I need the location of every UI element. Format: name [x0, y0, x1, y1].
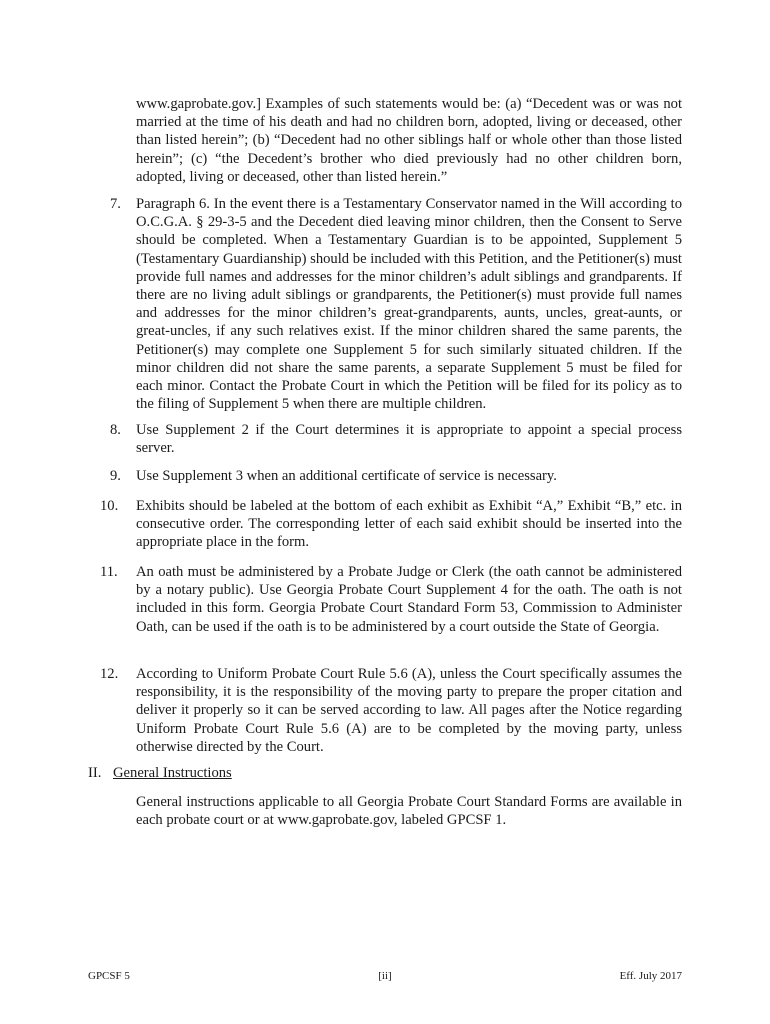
item-text: Paragraph 6. In the event there is a Testamentary Conservator named in the Will according to O.C.G.A. § 29-3-5 and the Decedent died leaving minor children, then the Consent to Serve should be completed. When a Testamentary Guardian is to be appointed, Supplement 5 (Testamentary Guardianship) should be included with this Petition, and the Petitioner(s) must provide full names and addresses for the minor children’s adult siblings and grandparents. If there are no living adult siblings or grandparents, the Petitioner(s) must provide full names and addresses for the minor children’s great-grandparents, aunts, uncles, great-aunts, or great-uncles, if any such relatives exist. If the minor children shared the same parents, the Petitioner(s) may complete one Supplement 5 for such similarly situated children. If the minor children did not share the same parents, a separate Supplement 5 must be filed for each minor. Contact the Probate Court in which the Petition will be filed for its policy as to the filing of Supplement 5 when there are multiple children.	[136, 196, 682, 413]
item-number: 10.	[100, 498, 119, 514]
section-title: General Instructions	[113, 765, 232, 781]
section-roman-numeral: II.	[88, 765, 102, 781]
instruction-item-8	[100, 421, 682, 457]
instruction-item-7	[100, 195, 682, 413]
footer-form-id: GPCSF 5	[88, 970, 130, 982]
instruction-item-9	[100, 467, 682, 485]
instruction-item-11	[100, 563, 682, 636]
item-text: According to Uniform Probate Court Rule 5.6 (A), unless the Court specifically assumes the responsibility, it is the responsibility of the moving party to prepare the proper citation and deliver it properly so it can be served according to law. All pages after the Notice regarding Uniform Probate Court Rule 5.6 (A) are to be completed by the moving party, unless otherwise directed by the Court.	[136, 666, 682, 755]
item-text: Use Supplement 3 when an additional certificate of service is necessary.	[136, 468, 557, 484]
item-number: 9.	[110, 468, 121, 484]
item-text: Use Supplement 2 if the Court determines it is appropriate to appoint a special process server.	[136, 422, 682, 457]
general-instructions-paragraph: General instructions applicable to all Georgia Probate Court Standard Forms are available in each probate court or at www.gaprobate.gov, labeled GPCSF 1.	[136, 794, 682, 829]
section-heading	[88, 764, 232, 782]
lead-paragraph: www.gaprobate.gov.] Examples of such statements would be: (a) “Decedent was or was not married at the time of his death and had no children born, adopted, living or deceased, other than listed herein”; (b) “Decedent had no other siblings half or whole other than those listed herein”; (c) “the Decedent’s brother who died previously had no other children born, adopted, living or deceased, other than listed herein.”	[136, 96, 682, 185]
item-number: 11.	[100, 564, 118, 580]
item-text: Exhibits should be labeled at the bottom of each exhibit as Exhibit “A,” Exhibit “B,” etc. in consecutive order. The corresponding letter of each said exhibit should be inserted into the appropriate place in the form.	[136, 498, 682, 551]
footer-effective-date: Eff. July 2017	[619, 970, 682, 982]
instruction-item-10	[100, 497, 682, 552]
item-text: An oath must be administered by a Probate Judge or Clerk (the oath cannot be administered by a notary public). Use Georgia Probate Court Supplement 4 for the oath. The oath is not included in this form. Georgia Probate Court Standard Form 53, Commission to Administer Oath, can be used if the oath is to be administered by a court outside the State of Georgia.	[136, 564, 682, 635]
item-number: 12.	[100, 666, 119, 682]
footer-page-number: [ii]	[378, 970, 392, 982]
item-number: 8.	[110, 422, 121, 438]
item-number: 7.	[110, 196, 121, 212]
instruction-item-12	[100, 665, 682, 756]
